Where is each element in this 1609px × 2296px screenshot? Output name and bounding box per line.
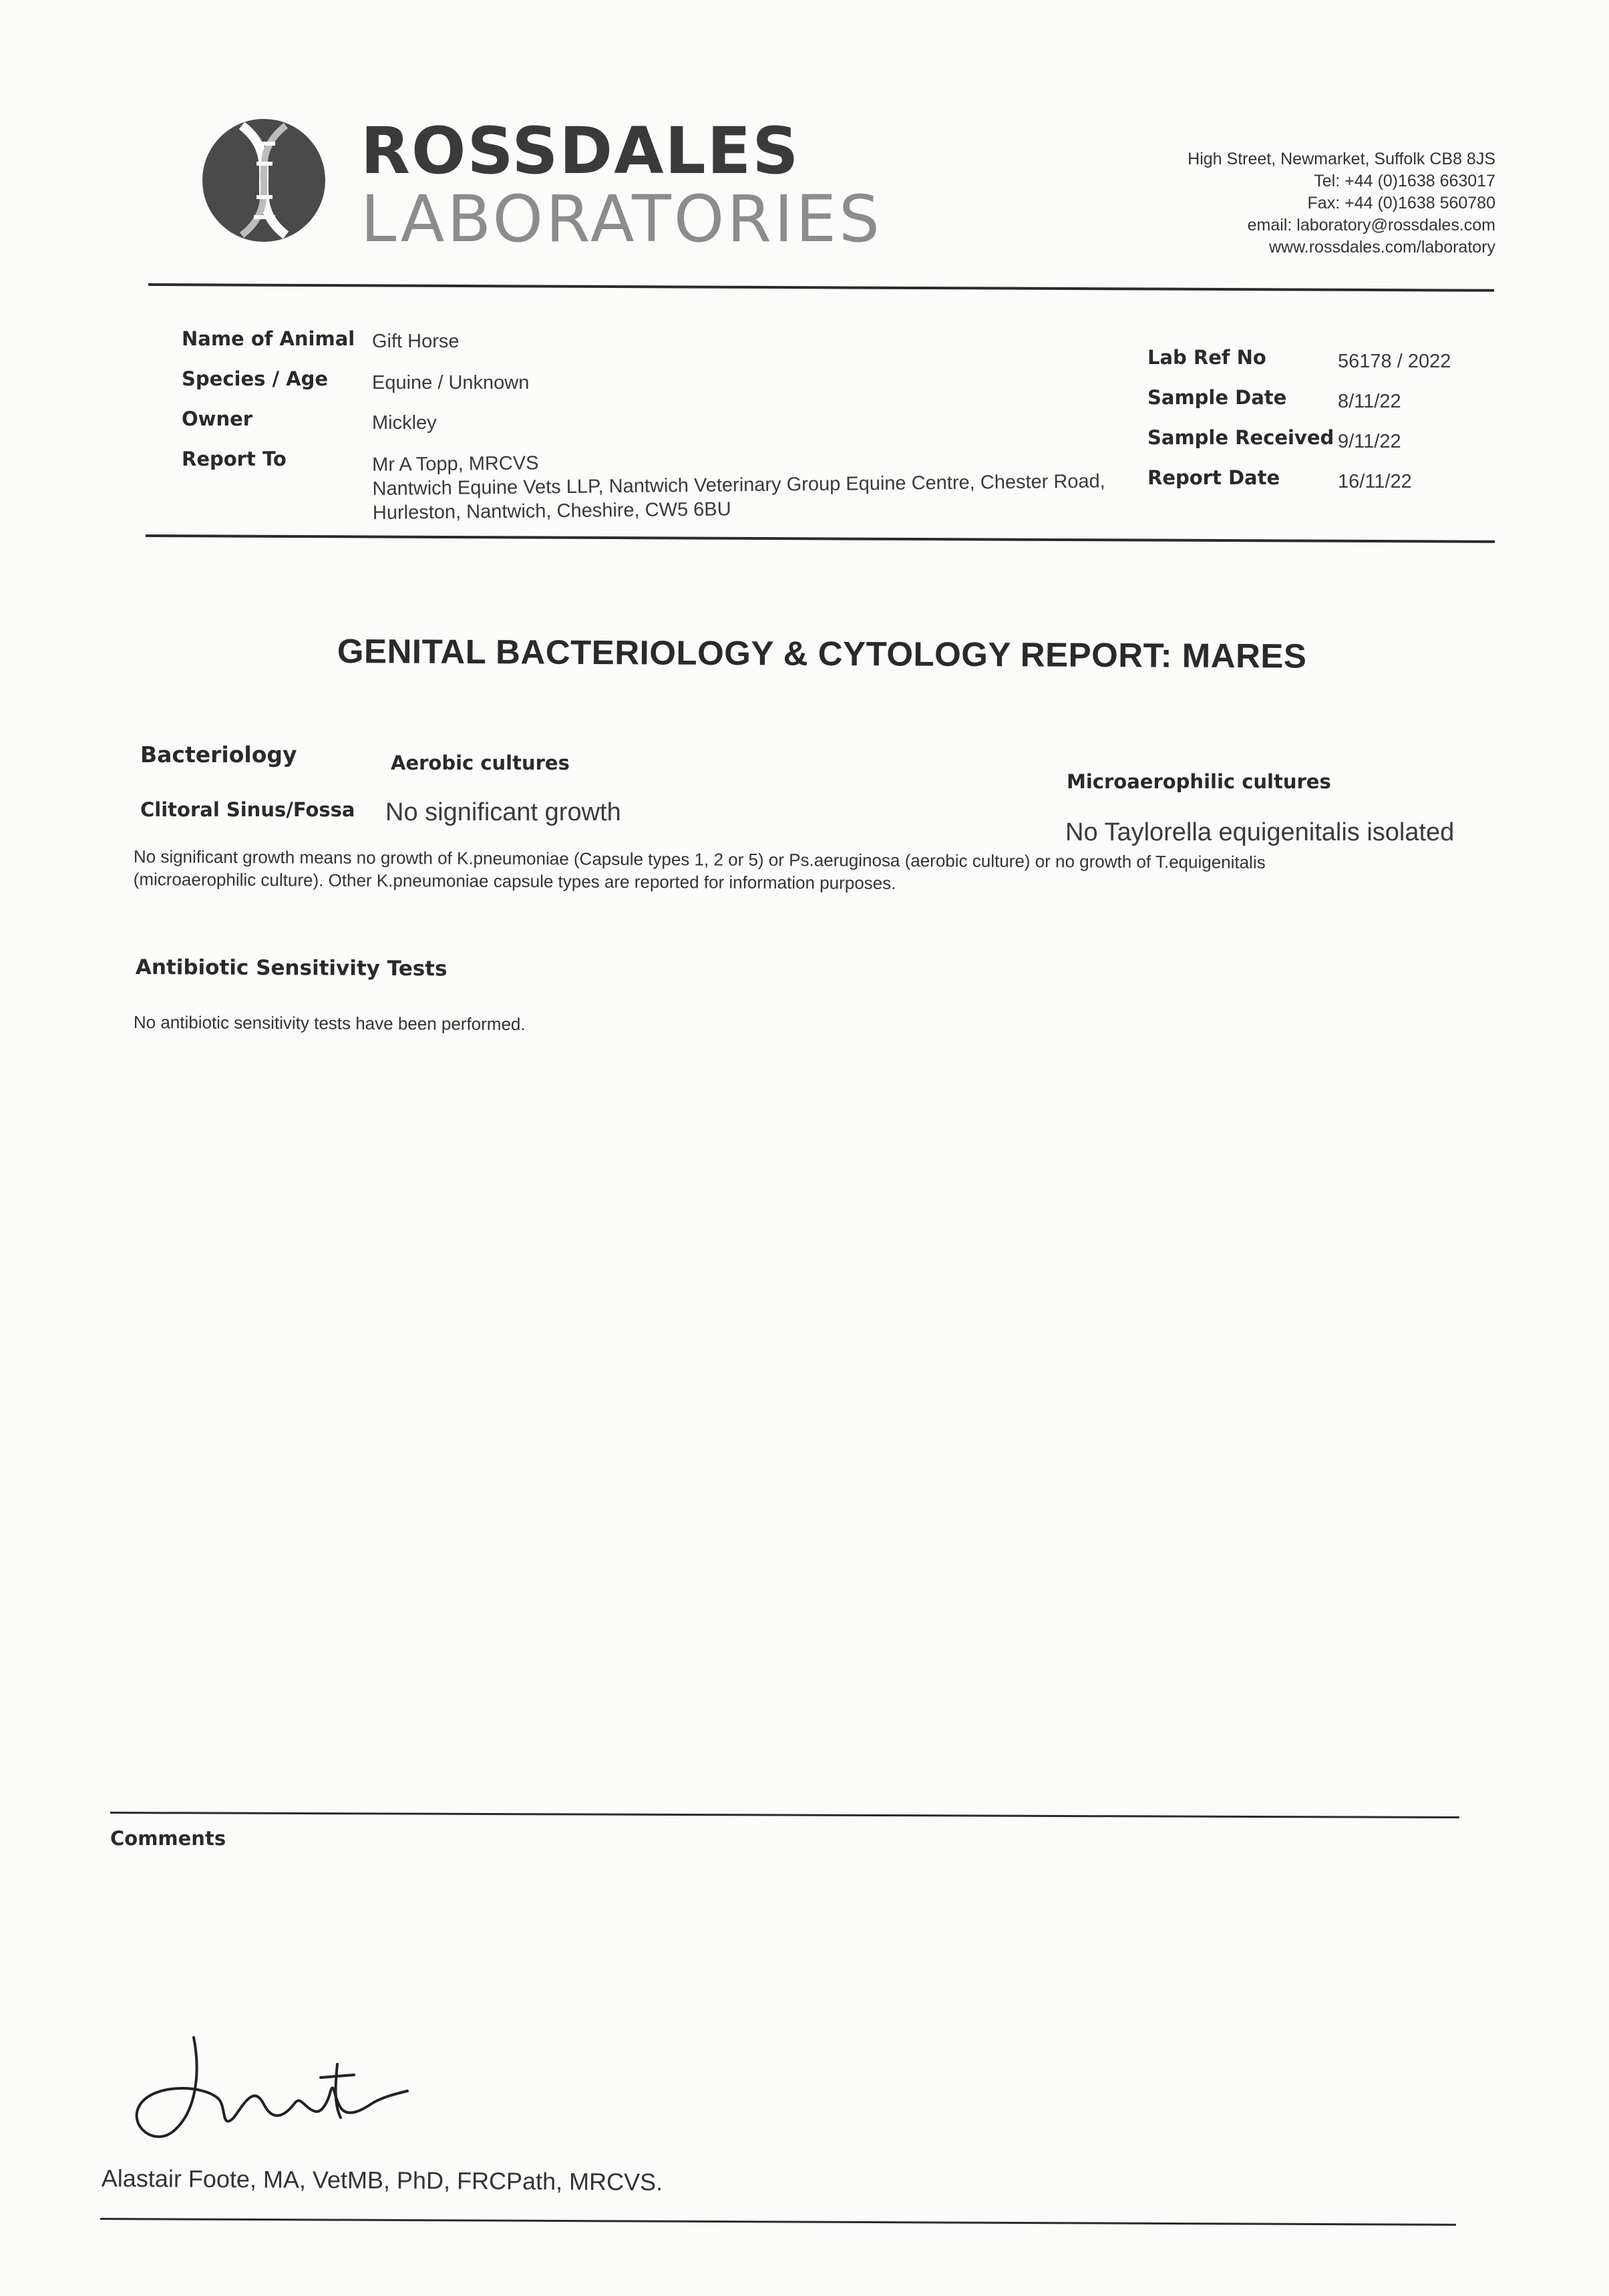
brand-name-line2: LABORATORIES — [361, 182, 882, 257]
bacteriology-heading: Bacteriology — [140, 742, 297, 768]
species-age-label: Species / Age — [182, 367, 329, 390]
report-to-label: Report To — [182, 448, 287, 470]
sample-received-label: Sample Received — [1147, 426, 1334, 449]
report-date-label: Report Date — [1147, 466, 1280, 489]
lab-ref-value: 56178 / 2022 — [1338, 351, 1451, 372]
name-of-animal-label: Name of Animal — [182, 327, 355, 350]
species-age-value: Equine / Unknown — [372, 372, 530, 393]
antibiotic-sensitivity-text: No antibiotic sensitivity tests have been performed. — [133, 1012, 526, 1035]
report-to-line3: Hurleston, Nantwich, Cheshire, CW5 6BU — [372, 498, 731, 524]
brand-name-line1: ROSSDALES — [361, 114, 800, 188]
address-street: High Street, Newmarket, Suffolk CB8 8JS — [1188, 150, 1495, 168]
owner-value: Mickley — [372, 412, 437, 434]
note-line2: (microaerophilic culture). Other K.pneumoniae capsule types are reported for information purposes. — [133, 868, 896, 893]
signature-image — [100, 2004, 474, 2158]
microaerophilic-cultures-heading: Microaerophilic cultures — [1067, 770, 1331, 793]
interpretation-note — [134, 845, 1483, 898]
sample-date-value: 8/11/22 — [1338, 391, 1401, 412]
sample-received-value: 9/11/22 — [1338, 431, 1401, 452]
details-divider — [146, 534, 1495, 543]
footer-divider — [100, 2218, 1456, 2226]
report-to-line2: Nantwich Equine Vets LLP, Nantwich Veterinary Group Equine Centre, Chester Road, — [372, 470, 1105, 500]
comments-divider — [110, 1812, 1459, 1818]
lab-ref-label: Lab Ref No — [1147, 346, 1266, 369]
report-date-value: 16/11/22 — [1338, 471, 1412, 492]
address-fax: Fax: +44 (0)1638 560780 — [1307, 194, 1495, 212]
note-line1: No significant growth means no growth of K.pneumoniae (Capsule types 1, 2 or 5) or Ps.aeruginosa (aerobic culture) or no growth of T.equigenitalis — [133, 846, 1266, 872]
sample-date-label: Sample Date — [1147, 386, 1287, 409]
aerobic-cultures-heading: Aerobic cultures — [391, 752, 570, 774]
address-email: email: laboratory@rossdales.com — [1247, 216, 1495, 234]
report-title: GENITAL BACTERIOLOGY & CYTOLOGY REPORT: MARES — [337, 632, 1307, 675]
owner-label: Owner — [182, 407, 253, 430]
name-of-animal-value: Gift Horse — [372, 331, 460, 352]
antibiotic-sensitivity-heading: Antibiotic Sensitivity Tests — [135, 955, 448, 981]
report-to-line1: Mr A Topp, MRCVS — [372, 452, 539, 476]
aerobic-result: No significant growth — [385, 798, 621, 826]
address-web: www.rossdales.com/laboratory — [1268, 238, 1495, 257]
comments-label: Comments — [110, 1827, 226, 1850]
header-divider — [148, 283, 1494, 292]
signatory-name: Alastair Foote, MA, VetMB, PhD, FRCPath, MRCVS. — [101, 2164, 663, 2196]
clitoral-sinus-fossa-label: Clitoral Sinus/Fossa — [140, 798, 355, 821]
lab-address-block — [1188, 148, 1495, 259]
address-tel: Tel: +44 (0)1638 663017 — [1314, 172, 1495, 190]
report-to-value — [372, 446, 1105, 525]
microaerophilic-result: No Taylorella equigenitalis isolated — [1065, 818, 1455, 846]
dna-logo-icon — [200, 114, 327, 247]
